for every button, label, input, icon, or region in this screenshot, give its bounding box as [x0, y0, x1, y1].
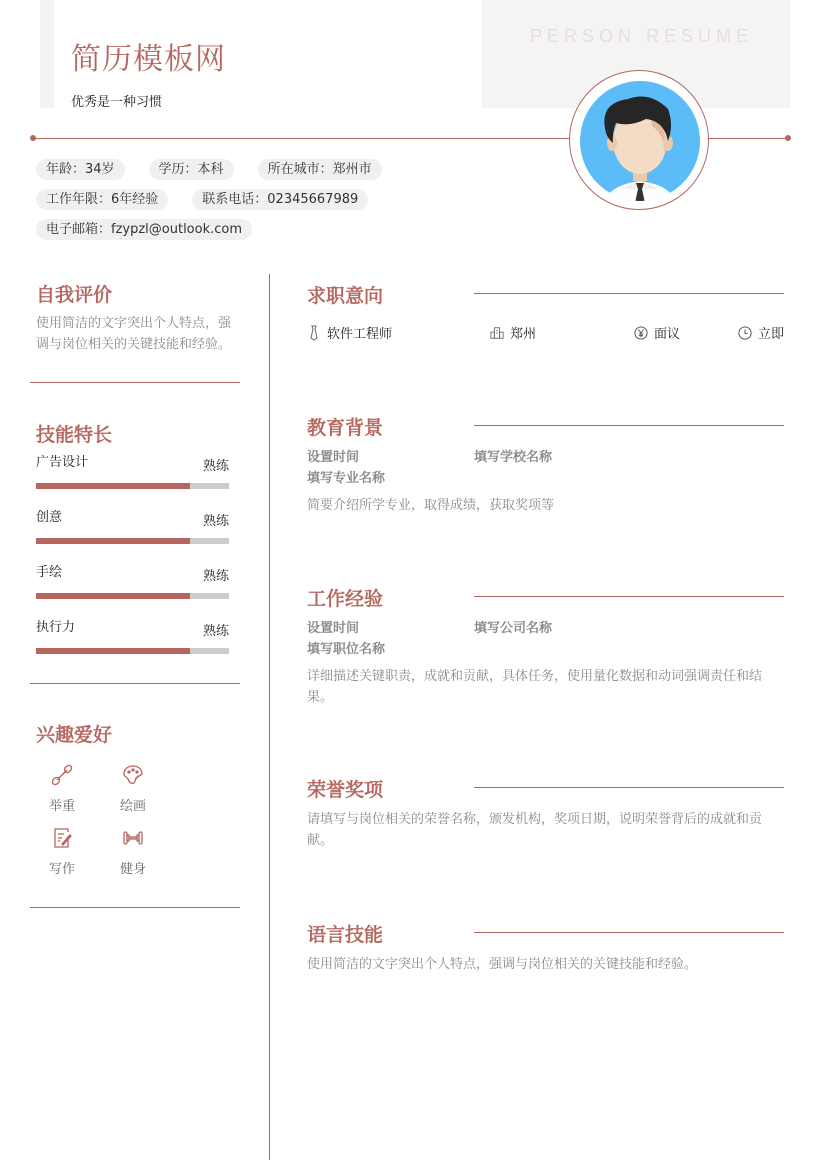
skill-progress-fill — [36, 483, 190, 489]
section-rule — [474, 293, 784, 294]
intent-availability-text: 立即 — [757, 327, 784, 342]
experience-tag: 工作年限：6年经验 — [36, 189, 168, 210]
language-desc: 使用简洁的文字突出个人特点，强调与岗位相关的关键技能和经验。 — [307, 957, 698, 972]
intent-position — [307, 323, 392, 342]
hobby-item — [113, 763, 153, 814]
honors-section — [307, 775, 784, 851]
education-tag: 学历：本科 — [149, 159, 234, 180]
section-title: 教育背景 — [307, 417, 384, 439]
education-major: 填写专业名称 — [307, 471, 386, 486]
work-section — [307, 584, 784, 708]
skill-item — [30, 616, 240, 671]
education-section — [307, 413, 784, 516]
skill-progress-bar — [36, 648, 229, 654]
hobby-item — [113, 826, 153, 877]
hobby-label: 写作 — [48, 862, 75, 877]
skill-item — [30, 506, 240, 561]
work-meta — [307, 618, 784, 660]
header-accent-bar — [40, 0, 54, 108]
hobby-label: 健身 — [119, 862, 146, 877]
age-tag: 年龄：34岁 — [36, 159, 125, 180]
skill-level: 熟练 — [202, 624, 229, 639]
job-intent-section — [307, 281, 784, 342]
section-rule — [474, 425, 784, 426]
skill-progress-fill — [36, 593, 190, 599]
section-header — [307, 920, 784, 948]
education-time: 设置时间 — [307, 450, 360, 465]
intent-city-text: 郑州 — [509, 327, 536, 342]
barbell-icon — [50, 763, 74, 787]
section-title: 荣誉奖项 — [307, 779, 384, 801]
hobby-label: 绘画 — [119, 799, 146, 814]
intent-city — [490, 323, 536, 342]
section-title: 技能特长 — [36, 424, 113, 446]
skill-progress-fill — [36, 648, 190, 654]
skill-level: 熟练 — [202, 569, 229, 584]
section-header — [307, 281, 784, 309]
skill-name: 执行力 — [36, 620, 76, 635]
skill-progress-fill — [36, 538, 190, 544]
section-title: 工作经验 — [307, 588, 384, 610]
self-evaluation-text: 使用简洁的文字突出个人特点，强调与岗位相关的关键技能和经验。 — [36, 316, 232, 352]
divider-dot-left — [30, 135, 36, 141]
section-title: 求职意向 — [307, 285, 384, 307]
palette-icon — [121, 763, 145, 787]
section-rule — [474, 932, 784, 933]
section-divider — [30, 907, 240, 908]
skill-item — [30, 561, 240, 616]
english-title: PERSON RESUME — [530, 26, 754, 46]
personal-info-tags — [36, 159, 436, 249]
skill-name: 创意 — [36, 510, 63, 525]
skill-item — [30, 451, 240, 506]
intent-salary — [634, 323, 680, 342]
skill-name: 手绘 — [36, 565, 63, 580]
language-section — [307, 920, 784, 975]
email-tag: 电子邮箱：fzypzl@outlook.com — [36, 219, 252, 240]
avatar — [580, 81, 700, 201]
section-title: 语言技能 — [307, 924, 384, 946]
skills-section — [30, 420, 240, 684]
skill-progress-bar — [36, 593, 229, 599]
work-time: 设置时间 — [307, 621, 360, 636]
honors-desc: 请填写与岗位相关的荣誉名称，颁发机构，奖项日期，说明荣誉背后的成就和贡献。 — [307, 812, 763, 848]
skill-level: 熟练 — [202, 459, 229, 474]
yuan-icon — [634, 325, 648, 341]
job-intent-row — [307, 323, 784, 342]
intent-salary-text: 面议 — [653, 327, 680, 342]
slogan: 优秀是一种习惯 — [71, 95, 163, 110]
education-meta — [307, 447, 784, 489]
avatar-person-icon — [580, 81, 700, 201]
work-position: 填写职位名称 — [307, 642, 386, 657]
hobby-item — [42, 826, 82, 877]
intent-position-text: 软件工程师 — [327, 327, 393, 342]
section-divider — [30, 683, 240, 684]
education-meta-row — [307, 447, 784, 468]
skills-list — [30, 451, 240, 671]
section-title: 兴趣爱好 — [36, 724, 113, 746]
tie-icon — [307, 325, 321, 341]
intent-availability — [738, 323, 784, 342]
section-header — [307, 584, 784, 612]
column-divider — [269, 274, 270, 1160]
info-row — [36, 219, 436, 240]
self-evaluation-section — [30, 280, 240, 383]
hobbies-section — [30, 720, 240, 908]
section-header — [307, 413, 784, 441]
hobby-item — [42, 763, 82, 814]
divider-dot-right — [785, 135, 791, 141]
site-title: 简历模板网 — [71, 42, 226, 77]
work-meta-row — [307, 618, 784, 639]
clock-icon — [738, 325, 752, 341]
city-tag: 所在城市：郑州市 — [258, 159, 382, 180]
left-column — [30, 280, 240, 908]
skill-name: 广告设计 — [36, 455, 89, 470]
education-desc: 简要介绍所学专业，取得成绩，获取奖项等 — [307, 498, 555, 513]
notepad-icon — [50, 826, 74, 850]
education-school: 填写学校名称 — [474, 450, 553, 465]
building-icon — [490, 325, 504, 341]
dumbbell-icon — [121, 826, 145, 850]
skill-progress-bar — [36, 538, 229, 544]
info-row — [36, 189, 436, 210]
work-desc: 详细描述关键职责，成就和贡献，具体任务，使用量化数据和动词强调责任和结果。 — [307, 669, 763, 705]
section-rule — [474, 596, 784, 597]
section-header — [307, 775, 784, 803]
info-row — [36, 159, 436, 180]
phone-tag: 联系电话：02345667989 — [192, 189, 368, 210]
section-divider — [30, 382, 240, 383]
section-title: 自我评价 — [36, 284, 113, 306]
work-company: 填写公司名称 — [474, 621, 553, 636]
section-rule — [474, 787, 784, 788]
skill-level: 熟练 — [202, 514, 229, 529]
hobbies-grid — [42, 763, 240, 877]
avatar-frame — [569, 70, 709, 210]
hobby-label: 举重 — [48, 799, 75, 814]
skill-progress-bar — [36, 483, 229, 489]
